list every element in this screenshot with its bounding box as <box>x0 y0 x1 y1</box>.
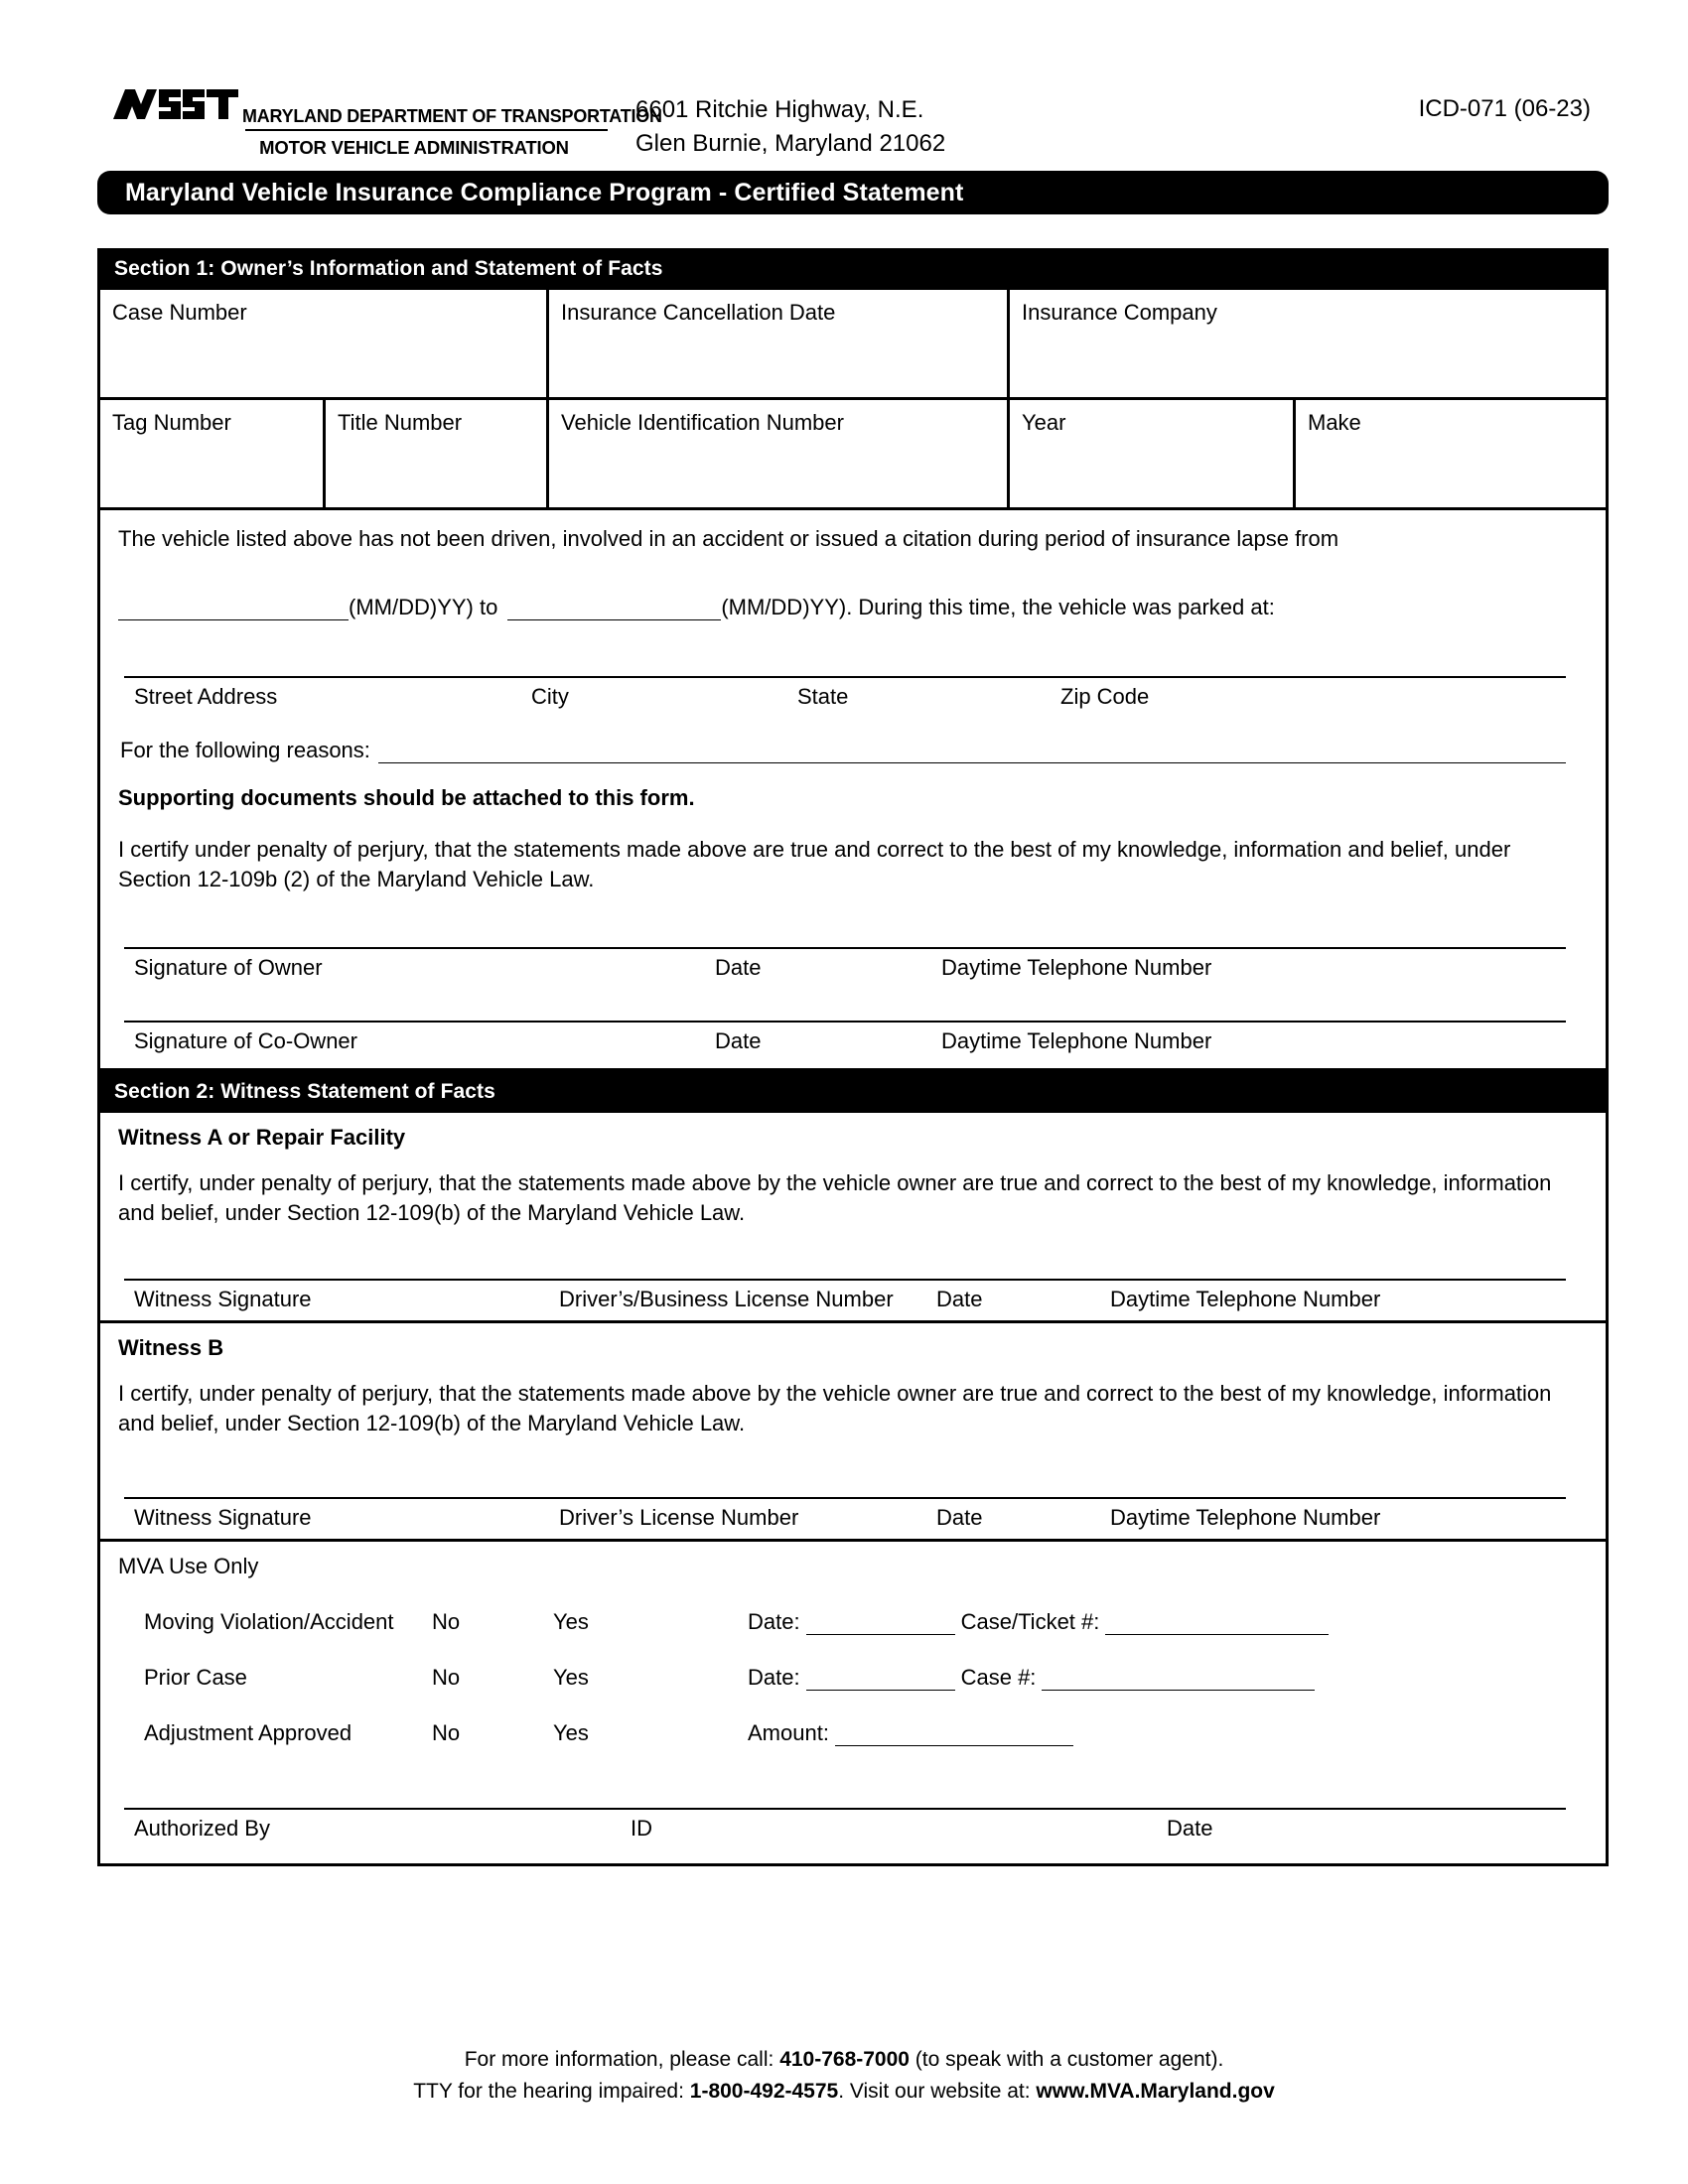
option-moving-violation-yes[interactable]: Yes <box>553 1609 589 1635</box>
option-prior-case-yes[interactable]: Yes <box>553 1665 589 1691</box>
witness-b-certification-text: I certify, under penalty of perjury, that the statements made above by the vehicle owner are true and correct to the best of my knowledge, information and belief, under Section 12-109(b) of the Maryland Vehicle Law. <box>118 1381 1552 1435</box>
mva-row-adjustment-approved <box>118 1720 1578 1746</box>
field-insurance-company[interactable] <box>1010 290 1606 397</box>
address-line-1: 6601 Ritchie Highway, N.E. <box>635 96 924 123</box>
field-title-number[interactable] <box>326 400 549 507</box>
mva-row-prior-case <box>118 1665 1578 1691</box>
statement-intro: The vehicle listed above has not been driven, involved in an accident or issued a citation during period of insurance lapse from <box>118 526 1339 552</box>
agency-subdivision: MOTOR VEHICLE ADMINISTRATION <box>259 137 569 158</box>
label-coowner-date: Date <box>715 1028 762 1054</box>
supporting-documents-note: Supporting documents should be attached to this form. <box>118 785 695 811</box>
witness-a-block <box>100 1113 1606 1323</box>
adjustment-fields <box>748 1720 1073 1746</box>
witness-b-block <box>100 1323 1606 1542</box>
label-zip-code: Zip Code <box>1060 684 1150 710</box>
section-2-heading: Section 2: Witness Statement of Facts <box>100 1071 1606 1113</box>
witness-b-labels <box>118 1499 1578 1539</box>
moving-violation-date-input[interactable] <box>806 1613 955 1635</box>
field-tag-number[interactable] <box>100 400 326 507</box>
owner-certification-text: I certify under penalty of perjury, that the statements made above are true and correct to the best of my knowledge, information and belief, under Section 12-109b (2) of the Maryland Vehicle Law. <box>118 837 1511 891</box>
witness-a-certification-text: I certify, under penalty of perjury, that the statements made above by the vehicle owner are true and correct to the best of my knowledge, information and belief, under Section 12-109(b) of the Maryland Vehicle Law. <box>118 1170 1552 1225</box>
witness-a-title: Witness A or Repair Facility <box>118 1125 406 1151</box>
label-moving-violation: Moving Violation/Accident <box>144 1609 394 1635</box>
lapse-from-date-input[interactable] <box>118 599 349 620</box>
field-case-number[interactable] <box>100 290 549 397</box>
field-label: Insurance Company <box>1022 300 1217 326</box>
label-witness-a-signature: Witness Signature <box>134 1287 312 1312</box>
prior-case-date-input[interactable] <box>806 1669 955 1691</box>
field-label: Make <box>1308 410 1361 436</box>
option-prior-case-no[interactable]: No <box>432 1665 461 1691</box>
label-coowner-phone: Daytime Telephone Number <box>941 1028 1212 1054</box>
lapse-from-suffix: (MM/DD)YY) to <box>349 595 498 620</box>
moving-violation-fields <box>748 1609 1329 1635</box>
label-authorized-id: ID <box>631 1816 652 1842</box>
lapse-to-date-input[interactable] <box>507 599 721 620</box>
footer-call-suffix: (to speak with a customer agent). <box>909 2048 1224 2071</box>
field-vehicle-identification-number[interactable] <box>549 400 1010 507</box>
label-reasons: For the following reasons: <box>120 738 370 763</box>
brand-divider <box>245 129 608 131</box>
agency-address <box>635 87 945 161</box>
label-witness-b-phone: Daytime Telephone Number <box>1110 1505 1381 1531</box>
label-prior-case: Prior Case <box>144 1665 247 1691</box>
footer-phone-tty: 1-800-492-4575 <box>689 2079 839 2103</box>
prior-case-fields <box>748 1665 1315 1691</box>
form-code: ICD-071 (06-23) <box>1418 95 1591 122</box>
field-label: Insurance Cancellation Date <box>561 300 836 326</box>
owner-info-row-1 <box>100 290 1606 400</box>
label-adjustment-amount: Amount: <box>748 1720 829 1746</box>
label-street-address: Street Address <box>134 684 278 710</box>
page-footer <box>0 2044 1688 2107</box>
lapse-date-line <box>118 595 1578 620</box>
label-authorized-date: Date <box>1167 1816 1213 1842</box>
statement-of-facts-block <box>100 510 1606 1071</box>
label-witness-b-signature: Witness Signature <box>134 1505 312 1531</box>
label-witness-a-license: Driver’s/Business License Number <box>559 1287 894 1312</box>
agency-brand <box>111 87 662 159</box>
owner-signature-labels <box>118 949 1578 981</box>
label-authorized-by: Authorized By <box>134 1816 270 1842</box>
field-label: Vehicle Identification Number <box>561 410 844 436</box>
label-signature-of-owner: Signature of Owner <box>134 955 323 981</box>
vehicle-info-row-2 <box>100 400 1606 510</box>
footer-call-prefix: For more information, please call: <box>464 2048 780 2071</box>
page-header <box>0 0 1688 158</box>
label-witness-a-phone: Daytime Telephone Number <box>1110 1287 1381 1312</box>
field-label: Title Number <box>338 410 463 436</box>
label-state: State <box>797 684 849 710</box>
field-year[interactable] <box>1010 400 1296 507</box>
witness-b-title: Witness B <box>118 1335 224 1361</box>
footer-website-url[interactable]: www.MVA.Maryland.gov <box>1036 2079 1275 2103</box>
footer-line-2 <box>0 2076 1688 2108</box>
option-adjustment-yes[interactable]: Yes <box>553 1720 589 1746</box>
agency-name: MARYLAND DEPARTMENT OF TRANSPORTATION <box>242 104 662 126</box>
mdot-logo-icon <box>111 87 242 126</box>
field-label: Case Number <box>112 300 247 326</box>
field-label: Tag Number <box>112 410 231 436</box>
authorization-labels <box>118 1810 1578 1863</box>
option-moving-violation-no[interactable]: No <box>432 1609 461 1635</box>
label-case-ticket-number: Case/Ticket #: <box>960 1609 1100 1635</box>
footer-phone-main: 410-768-7000 <box>779 2048 910 2071</box>
label-owner-phone: Daytime Telephone Number <box>941 955 1212 981</box>
label-adjustment-approved: Adjustment Approved <box>144 1720 352 1746</box>
prior-case-number-input[interactable] <box>1042 1669 1315 1691</box>
reasons-row <box>118 738 1578 763</box>
adjustment-amount-input[interactable] <box>835 1724 1073 1746</box>
case-ticket-number-input[interactable] <box>1105 1613 1329 1635</box>
label-witness-b-license: Driver’s License Number <box>559 1505 799 1531</box>
footer-tty-prefix: TTY for the hearing impaired: <box>413 2079 690 2103</box>
field-insurance-cancellation-date[interactable] <box>549 290 1010 397</box>
label-owner-date: Date <box>715 955 762 981</box>
lapse-to-suffix: (MM/DD)YY). During this time, the vehicle was parked at: <box>721 595 1275 620</box>
mva-use-only-block <box>100 1542 1606 1863</box>
mva-use-only-heading: MVA Use Only <box>118 1554 259 1579</box>
mva-row-moving-violation <box>118 1609 1578 1635</box>
section-1-heading: Section 1: Owner’s Information and Statement of Facts <box>100 248 1606 290</box>
form-body <box>97 248 1609 1866</box>
label-witness-b-date: Date <box>936 1505 983 1531</box>
label-case-number: Case #: <box>960 1665 1037 1691</box>
address-line-2: Glen Burnie, Maryland 21062 <box>635 130 946 158</box>
page-title: Maryland Vehicle Insurance Compliance Program - Certified Statement <box>97 171 1609 214</box>
label-moving-violation-date: Date: <box>748 1609 800 1635</box>
reasons-input[interactable] <box>378 742 1566 763</box>
parked-address-labels <box>118 678 1578 710</box>
witness-a-labels <box>118 1281 1578 1320</box>
field-make[interactable] <box>1296 400 1606 507</box>
label-city: City <box>531 684 569 710</box>
option-adjustment-no[interactable]: No <box>432 1720 461 1746</box>
label-prior-case-date: Date: <box>748 1665 800 1691</box>
footer-website-prefix: . Visit our website at: <box>838 2079 1037 2103</box>
label-witness-a-date: Date <box>936 1287 983 1312</box>
field-label: Year <box>1022 410 1066 436</box>
coowner-signature-labels <box>118 1023 1578 1068</box>
footer-line-1 <box>0 2044 1688 2076</box>
label-signature-of-coowner: Signature of Co-Owner <box>134 1028 357 1054</box>
